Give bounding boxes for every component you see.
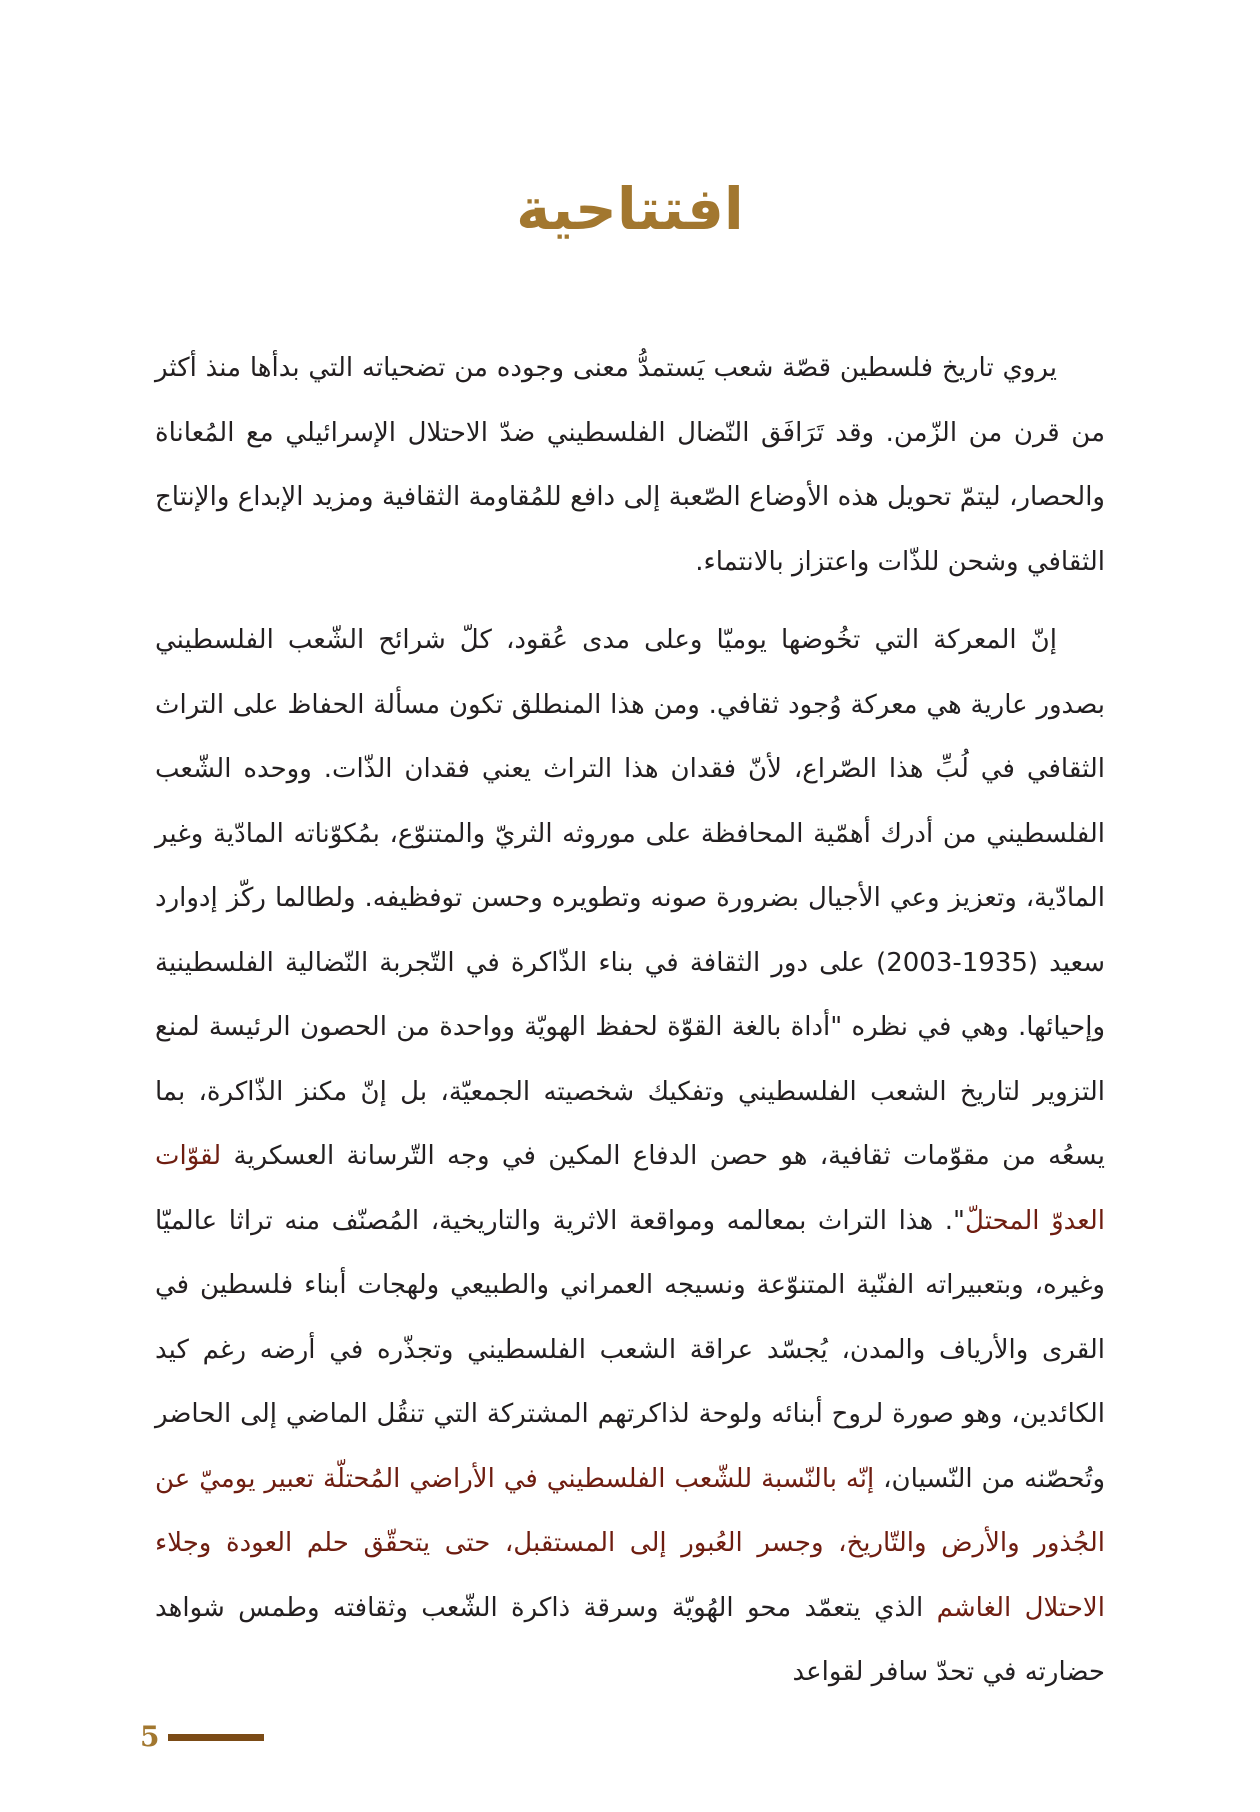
paragraph-text: إنّ المعركة التي تخُوضها يوميّا وعلى مدى عُقود، كلّ شرائح الشّعب الفلسطيني بصدور عارية هي معركة وُجود ثقافي. ومن هذا المنطلق تكون مسألة الحفاظ على التراث الثقافي في لُبِّ هذا الصّراع، لأنّ فقدان هذا التراث يعني فقدان الذّات. ووحده الشّعب الفلسطيني من أدرك أهمّية المحافظة على موروثه الثريّ والمتنوّع، بمُكوّناته المادّية وغير المادّية، وتعزيز وعي الأجيال بضرورة صونه وتطويره وحسن توفظيفه. ولطالما ركّز إدوارد سعيد (1935-2003) على دور الثقافة في بناء الذّاكرة في التّجربة النّضالية الفلسطينية وإحيائها. وهي في نظره "أداة بالغة القوّة لحفظ الهويّة وواحدة من الحصون الرئيسة لمنع التزوير لتاريخ الشعب الفلسطيني وتفكيك شخصيته الجمعيّة، بل إنّ مكنز الذّاكرة، بما يسعُه من مقوّمات ثقافية، هو حصن الدفاع المكين في وجه التّرسانة العسكرية xyxy=(155,625,1105,1171)
page-footer xyxy=(140,1722,290,1752)
paragraph-main xyxy=(155,608,1105,1705)
page-title: افتتاحية xyxy=(516,174,744,243)
paragraph-intro: يروي تاريخ فلسطين قصّة شعب يَستمدُّ معنى وجوده من تضحياته التي بدأها منذ أكثر من قرن من الزّمن. وقد تَرَافَق النّضال الفلسطيني ضدّ الاحتلال الإسرائيلي مع المُعاناة والحصار، ليتمّ تحويل هذه الأوضاع الصّعبة إلى دافع للمُقاومة الثقافية ومزيد الإبداع والإنتاج الثقافي وشحن للذّات واعتزاز بالانتماء. xyxy=(155,353,1105,577)
highlighted-text: لقوّات العدوّ المحتلّ xyxy=(155,1141,1106,1236)
footer-rule xyxy=(168,1734,264,1741)
highlighted-text: إنّه بالنّسبة للشّعب الفلسطيني في الأراضي المُحتلّة تعبير يوميّ عن الجُذور والأرض والتّاريخ، وجسر العُبور إلى المستقبل، حتى يتحقّق حلم العودة وجلاء الاحتلال الغاشم xyxy=(155,1463,1105,1623)
paragraph-text: الذي يتعمّد محو الهُويّة وسرقة ذاكرة الشّعب وثقافته وطمس شواهد حضارته في تحدّ سافر لقواعد xyxy=(155,1592,1105,1687)
paragraph-text: ". هذا التراث بمعالمه ومواقعة الاثرية والتاريخية، المُصنّف منه تراثا عالميّا وغيره، وبتعبيراته الفنّية المتنوّعة ونسيجه العمراني والطبيعي ولهجات أبناء فلسطين في القرى والأرياف والمدن، يُجسّد عراقة الشعب الفلسطيني وتجذّره في أرضه رغم كيد الكائدين، وهو صورة لروح أبنائه ولوحة لذاكرتهم المشتركة التي تنقُل الماضي إلى الحاضر وتُحصّنه من النّسيان، xyxy=(155,1205,1105,1494)
page-number: 5 xyxy=(140,1720,160,1753)
article-body xyxy=(155,336,1105,1705)
